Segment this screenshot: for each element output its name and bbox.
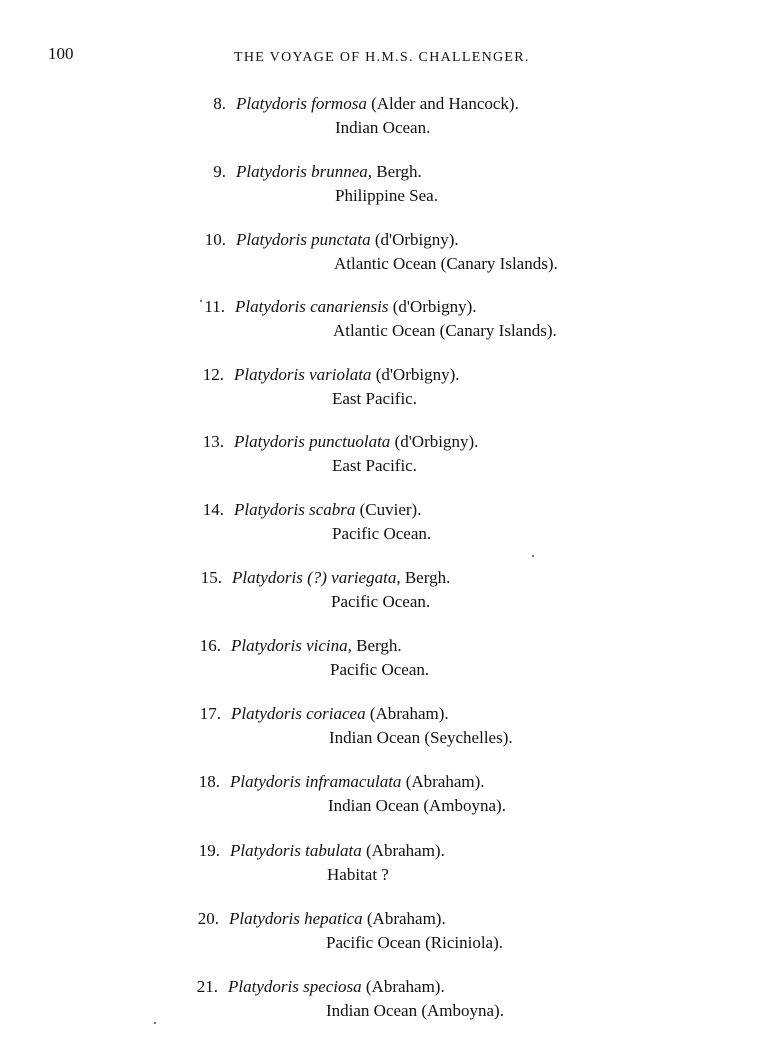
entry-number: 19. bbox=[198, 841, 220, 860]
genus: Platydoris bbox=[236, 230, 307, 249]
genus: Platydoris bbox=[234, 500, 305, 519]
entry-name-line bbox=[236, 230, 459, 250]
locality: Philippine Sea. bbox=[335, 186, 438, 205]
species-entry bbox=[0, 704, 776, 760]
species-entry bbox=[0, 500, 776, 556]
species: tabulata bbox=[305, 841, 362, 860]
entry-number: 21. bbox=[196, 977, 218, 996]
entry-number: 10. bbox=[204, 230, 226, 249]
authority: Bergh. bbox=[376, 162, 422, 181]
entry-name-line bbox=[235, 297, 477, 317]
entry-number: 20. bbox=[197, 909, 219, 928]
running-head: THE VOYAGE OF H.M.S. CHALLENGER. bbox=[234, 50, 530, 65]
authority: Bergh. bbox=[356, 636, 402, 655]
authority: (Alder and Hancock). bbox=[371, 94, 519, 113]
entry-name-line bbox=[236, 94, 519, 114]
entry-name-line bbox=[231, 704, 449, 724]
locality: Habitat ? bbox=[327, 865, 389, 884]
species: inframaculata bbox=[305, 772, 402, 791]
entry-name-line bbox=[234, 500, 421, 520]
scan-speck bbox=[532, 555, 534, 557]
species-entry bbox=[0, 636, 776, 692]
locality: Indian Ocean (Amboyna). bbox=[326, 1001, 504, 1020]
genus: Platydoris bbox=[229, 909, 300, 928]
genus: Platydoris bbox=[234, 432, 305, 451]
locality: East Pacific. bbox=[332, 456, 417, 475]
species-entry bbox=[0, 365, 776, 421]
genus: Platydoris bbox=[230, 841, 301, 860]
species-entry bbox=[0, 909, 776, 965]
genus: Platydoris bbox=[236, 94, 307, 113]
species-entry bbox=[0, 772, 776, 828]
entry-name-line bbox=[229, 909, 446, 929]
authority: (Abraham). bbox=[366, 909, 446, 928]
entry-number: 12. bbox=[202, 365, 224, 384]
species: formosa bbox=[311, 94, 367, 113]
species: canariensis bbox=[310, 297, 389, 316]
entry-name-line bbox=[234, 365, 459, 385]
species-entry bbox=[0, 230, 776, 286]
authority: (Abraham). bbox=[369, 704, 449, 723]
species: punctuolata bbox=[309, 432, 391, 451]
entry-number: 14. bbox=[202, 500, 224, 519]
genus: Platydoris bbox=[236, 162, 307, 181]
genus: Platydoris bbox=[232, 568, 303, 587]
entry-number: 13. bbox=[202, 432, 224, 451]
species: hepatica bbox=[304, 909, 363, 928]
authority: Bergh. bbox=[404, 568, 451, 587]
species: coriacea bbox=[306, 704, 366, 723]
scan-speck bbox=[154, 1022, 156, 1024]
authority: (d'Orbigny). bbox=[374, 230, 459, 249]
entry-number: 9. bbox=[213, 162, 226, 181]
entry-number: 16. bbox=[199, 636, 221, 655]
locality: Indian Ocean (Seychelles). bbox=[329, 728, 513, 747]
authority: (d'Orbigny). bbox=[392, 297, 477, 316]
locality: Pacific Ocean (Riciniola). bbox=[326, 933, 504, 952]
authority: (Abraham). bbox=[405, 772, 485, 791]
genus: Platydoris bbox=[230, 772, 301, 791]
locality: Indian Ocean (Amboyna). bbox=[328, 796, 506, 815]
entry-name-line bbox=[230, 772, 485, 792]
locality: Pacific Ocean. bbox=[330, 660, 430, 679]
authority: (d'Orbigny). bbox=[375, 365, 460, 384]
locality: Atlantic Ocean (Canary Islands). bbox=[334, 254, 558, 273]
entry-name-line bbox=[232, 568, 450, 588]
entry-number: 8. bbox=[213, 94, 226, 113]
locality: Pacific Ocean. bbox=[331, 592, 431, 611]
locality: Atlantic Ocean (Canary Islands). bbox=[333, 321, 557, 340]
entry-name-line bbox=[228, 977, 445, 997]
authority: (Abraham). bbox=[366, 841, 445, 860]
species: speciosa bbox=[303, 977, 362, 996]
species: punctata bbox=[311, 230, 371, 249]
locality: Indian Ocean. bbox=[335, 118, 431, 137]
species-entry bbox=[0, 432, 776, 488]
entry-name-line bbox=[236, 162, 422, 182]
genus: Platydoris bbox=[235, 297, 306, 316]
authority: (Abraham). bbox=[365, 977, 445, 996]
genus: Platydoris bbox=[234, 365, 305, 384]
species: scabra bbox=[309, 500, 356, 519]
species: (?) variegata, bbox=[307, 568, 401, 587]
entry-name-line bbox=[231, 636, 402, 656]
entry-number: 18. bbox=[198, 772, 220, 791]
entry-number: 11. bbox=[204, 297, 225, 316]
entry-number: 17. bbox=[199, 704, 221, 723]
authority: (d'Orbigny). bbox=[394, 432, 479, 451]
genus: Platydoris bbox=[228, 977, 299, 996]
species-entry bbox=[0, 977, 776, 1033]
species: brunnea, bbox=[311, 162, 373, 181]
authority: (Cuvier). bbox=[359, 500, 422, 519]
page-number: 100 bbox=[48, 44, 74, 63]
locality: Pacific Ocean. bbox=[332, 524, 432, 543]
entry-number: 15. bbox=[200, 568, 222, 587]
locality: East Pacific. bbox=[332, 389, 417, 408]
species-entry bbox=[0, 162, 776, 218]
scan-speck bbox=[200, 300, 202, 302]
species: variolata bbox=[309, 365, 372, 384]
species-entry bbox=[0, 568, 776, 624]
genus: Platydoris bbox=[231, 636, 302, 655]
species: vicina, bbox=[306, 636, 352, 655]
species-entry bbox=[0, 94, 776, 150]
entry-name-line bbox=[230, 841, 445, 861]
species-entry bbox=[0, 841, 776, 897]
species-entry bbox=[0, 297, 776, 353]
genus: Platydoris bbox=[231, 704, 302, 723]
entry-name-line bbox=[234, 432, 478, 452]
